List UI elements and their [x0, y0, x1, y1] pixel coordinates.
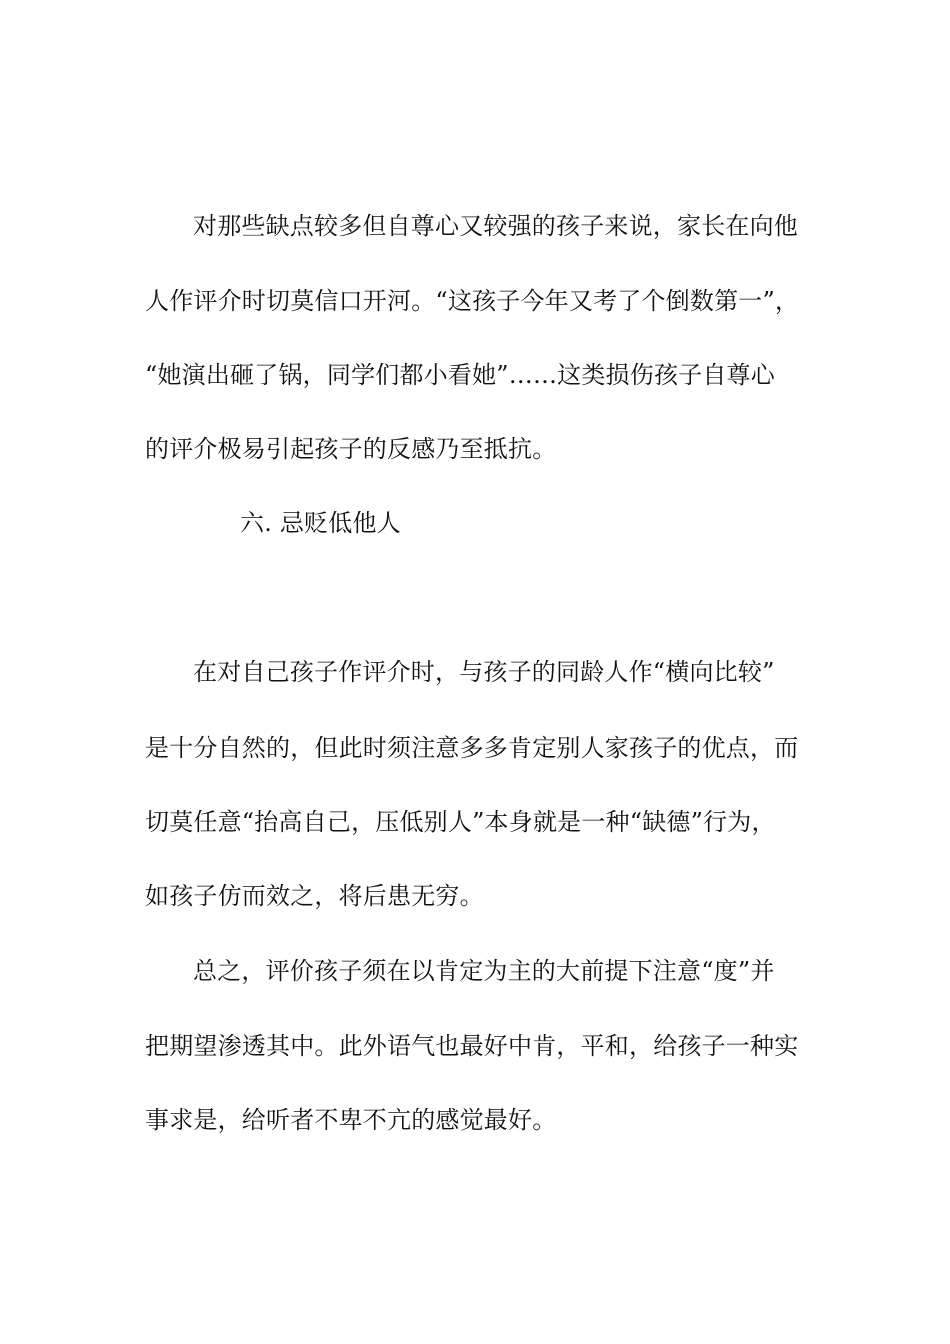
paragraph-3-line-3: 事求是，给听者不卑不亢的感觉最好。: [145, 1106, 557, 1134]
paragraph-3-line-1: 总之，评价孩子须在以肯定为主的大前提下注意“度”并: [193, 957, 775, 985]
paragraph-1-line-3: “她演出砸了锅，同学们都小看她”……这类损伤孩子自尊心: [145, 361, 775, 389]
paragraph-3-line-2: 把期望渗透其中。此外语气也最好中肯，平和，给孩子一种实: [145, 1032, 799, 1060]
paragraph-2-line-1: 在对自己孩子作评介时，与孩子的同龄人作“横向比较”: [193, 658, 775, 686]
paragraph-2-line-3: 切莫任意“抬高自己，压低别人”本身就是一种“缺德”行为，: [145, 808, 776, 836]
paragraph-1-line-1: 对那些缺点较多但自尊心又较强的孩子来说，家长在向他: [193, 212, 798, 240]
paragraph-2-line-2: 是十分自然的，但此时须注意多多肯定别人家孩子的优点，而: [145, 734, 799, 762]
paragraph-1-line-2: 人作评介时切莫信口开河。“这孩子今年又考了个倒数第一”，: [145, 287, 800, 315]
paragraph-1-line-4: 的评介极易引起孩子的反感乃至抵抗。: [145, 435, 557, 463]
paragraph-2-line-4: 如孩子仿而效之，将后患无穷。: [145, 882, 484, 910]
section-heading: 六. 忌贬低他人: [240, 509, 401, 537]
